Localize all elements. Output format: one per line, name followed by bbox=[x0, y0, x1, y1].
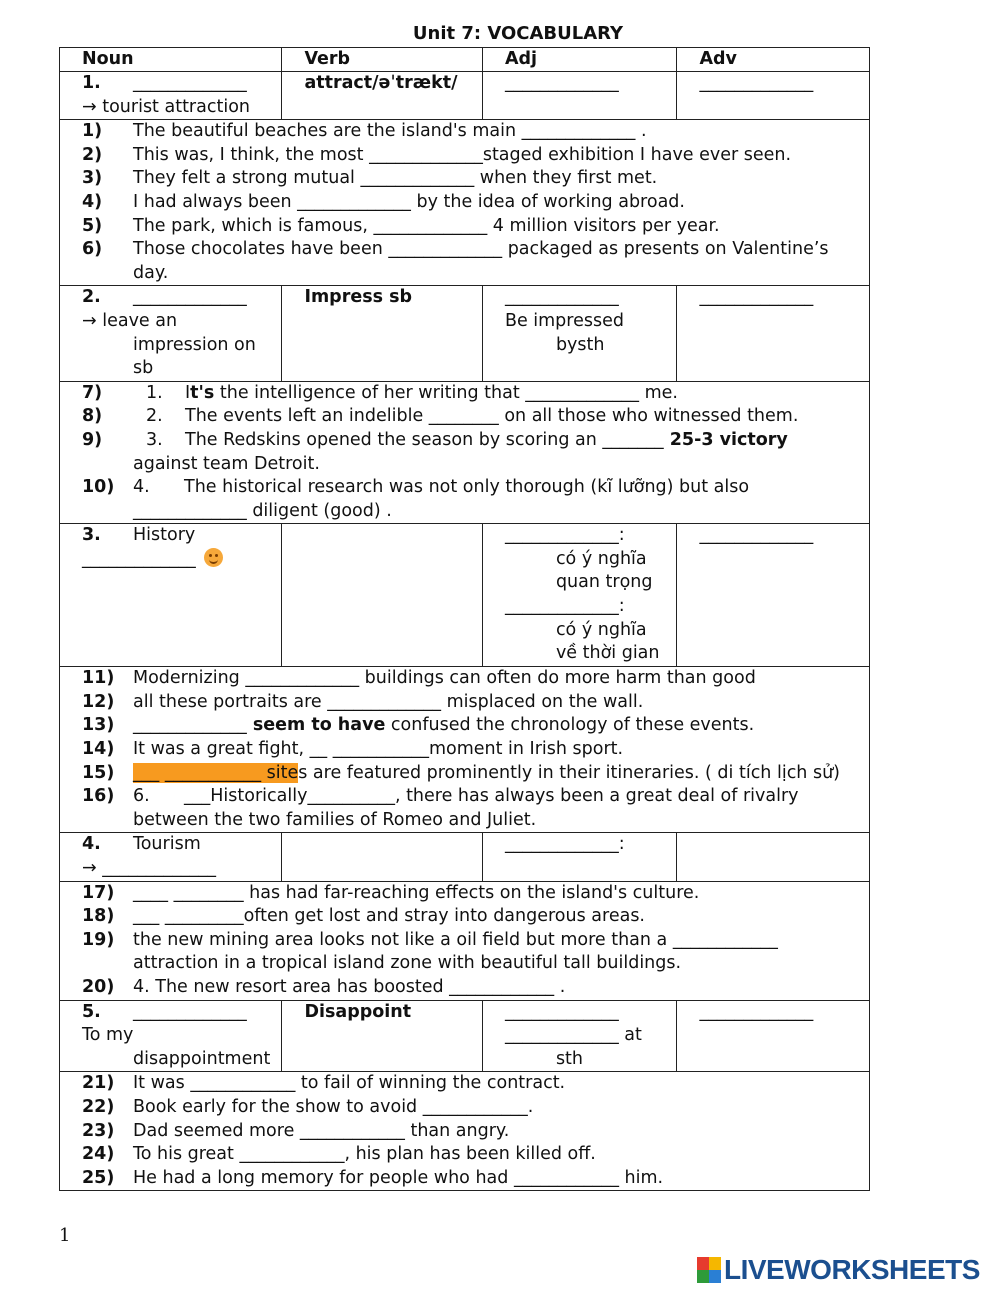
answer-blank[interactable]: ____________ bbox=[299, 1120, 405, 1141]
sentence-text: The park, which is famous, bbox=[133, 215, 374, 236]
noun-cell bbox=[60, 72, 281, 119]
adj-blank[interactable]: _____________ bbox=[504, 596, 619, 617]
sentence-group-4 bbox=[60, 881, 869, 1000]
list-item bbox=[82, 382, 869, 406]
answer-blank[interactable]: _____________ bbox=[360, 168, 475, 189]
word-number: 2. bbox=[82, 287, 101, 308]
sentence-text: He had a long memory for people who had bbox=[133, 1167, 514, 1188]
list-item bbox=[82, 1143, 869, 1167]
adj-meaning: về thời gian bbox=[555, 643, 660, 664]
liveworksheets-logo bbox=[697, 1254, 980, 1286]
list-item bbox=[82, 215, 869, 239]
adj-note: sth bbox=[555, 1048, 584, 1069]
colon: : bbox=[618, 834, 625, 855]
noun-cell bbox=[60, 833, 281, 880]
item-number: 25) bbox=[82, 1167, 115, 1188]
sentence-text: ___ _________often get lost and stray into dangerous areas. bbox=[133, 906, 645, 927]
item-number: 20) bbox=[82, 977, 115, 997]
verb-cell: Impress sb bbox=[281, 286, 482, 380]
sub-number: 6. bbox=[133, 786, 150, 807]
noun-note: → leave an bbox=[82, 310, 178, 331]
sentence-text: Modernizing bbox=[133, 668, 246, 689]
sentence-text: me. bbox=[639, 382, 678, 403]
list-item bbox=[82, 144, 869, 168]
sentence-text: . bbox=[554, 977, 566, 997]
sentence-continuation bbox=[82, 500, 869, 524]
adj-blank[interactable]: _____________ bbox=[504, 1025, 619, 1046]
sentence-group-1 bbox=[60, 119, 869, 285]
list-item bbox=[82, 238, 869, 262]
sentence-text: packaged as presents on Valentine’s bbox=[502, 239, 829, 260]
item-number: 14) bbox=[82, 739, 115, 760]
list-item bbox=[82, 714, 869, 738]
sentence-text: I bbox=[185, 382, 191, 403]
answer-blank[interactable]: _____________ bbox=[297, 191, 411, 212]
answer-blank[interactable]: _____________ bbox=[133, 715, 247, 736]
sentence-text: than angry. bbox=[404, 1120, 510, 1141]
item-number: 19) bbox=[82, 929, 115, 950]
sentence-text: 4. The new resort area has boosted bbox=[133, 977, 450, 997]
sentence-continuation: against team Detroit. bbox=[133, 453, 320, 474]
item-number: 3) bbox=[82, 168, 103, 189]
adv-blank[interactable]: _____________ bbox=[676, 286, 869, 380]
list-item bbox=[82, 882, 869, 906]
header-noun: Noun bbox=[82, 49, 134, 69]
logo-block bbox=[697, 1270, 709, 1283]
item-number: 15) bbox=[82, 762, 115, 783]
sub-number: 4. bbox=[133, 477, 150, 498]
adv-blank[interactable]: _____________ bbox=[676, 1001, 869, 1072]
sentence-text: The events left an indelible bbox=[185, 406, 429, 427]
logo-block bbox=[697, 1257, 709, 1270]
item-number: 10) bbox=[82, 477, 115, 498]
item-number: 9) bbox=[82, 429, 103, 450]
list-item bbox=[82, 191, 869, 215]
sentence-group-5 bbox=[60, 1071, 869, 1190]
adv-blank[interactable]: _____________ bbox=[676, 72, 869, 119]
word-row-attract bbox=[60, 71, 869, 119]
bold-text: seem to have bbox=[246, 715, 386, 736]
noun-cell bbox=[60, 524, 281, 666]
item-number: 6) bbox=[82, 239, 103, 260]
answer-blank[interactable]: _______ bbox=[602, 429, 664, 450]
list-item bbox=[82, 1096, 869, 1120]
sub-number: 1. bbox=[146, 382, 163, 403]
sentence-text: This was, I think, the most bbox=[133, 144, 370, 165]
sentence-text: all these portraits are bbox=[133, 691, 328, 712]
noun-note: sb bbox=[133, 358, 154, 379]
list-item bbox=[82, 667, 869, 691]
colon: : bbox=[618, 525, 625, 546]
adj-note: Be impressed bbox=[504, 310, 624, 331]
sentence-text: The Redskins opened the season by scoring an bbox=[185, 429, 603, 450]
sentence-text: s are featured prominently in their itineraries. ( di tích lịch sử) bbox=[298, 762, 840, 783]
sentence-text: . bbox=[635, 121, 647, 142]
list-item bbox=[82, 905, 869, 929]
item-number: 5) bbox=[82, 215, 103, 236]
sentence-text: Those chocolates have been bbox=[133, 239, 389, 260]
answer-blank[interactable]: ________ bbox=[428, 406, 499, 427]
adj-blank[interactable]: _____________ bbox=[504, 525, 619, 546]
sentence-text: the new mining area looks not like a oil field but more than a bbox=[133, 929, 673, 950]
sentence-text: The beautiful beaches are the island's main bbox=[133, 121, 522, 142]
verb-cell: Disappoint bbox=[281, 1001, 482, 1072]
sub-number: 3. bbox=[146, 429, 163, 450]
noun-word: History bbox=[133, 525, 196, 546]
adj-cell bbox=[482, 833, 677, 880]
adj-cell bbox=[482, 524, 677, 666]
adj-meaning: quan trọng bbox=[555, 572, 653, 593]
word-number: 1. bbox=[82, 73, 101, 93]
colon: : bbox=[618, 596, 625, 617]
answer-blank[interactable]: ____________ bbox=[672, 929, 778, 950]
sentence-text: , his plan has been killed off. bbox=[344, 1144, 596, 1165]
logo-text: LIVEWORKSHEETS bbox=[724, 1254, 980, 1285]
word-row-impress bbox=[60, 285, 869, 380]
answer-blank[interactable]: _____________ bbox=[327, 691, 441, 712]
item-number: 4) bbox=[82, 191, 103, 212]
adj-blank[interactable]: _____________ bbox=[504, 1001, 619, 1022]
sentence-text: ____ ________ has had far-reaching effects on the island's culture. bbox=[133, 882, 700, 903]
list-item bbox=[82, 691, 869, 715]
verb-cell-empty bbox=[281, 833, 482, 880]
list-item bbox=[82, 1072, 869, 1096]
sentence-text: . bbox=[527, 1096, 534, 1117]
header-adv: Adv bbox=[676, 48, 869, 71]
sentence-continuation: between the two families of Romeo and Juliet. bbox=[133, 809, 537, 830]
sentence-text: ___Historically__________, there has always been a great deal of rivalry bbox=[184, 786, 799, 807]
sentence-text: buildings can often do more harm than good bbox=[359, 668, 756, 689]
sentence-text: moment in Irish sport. bbox=[428, 739, 624, 760]
sentence-continuation: attraction in a tropical island zone with beautiful tall buildings. bbox=[133, 953, 682, 974]
noun-word: Tourism bbox=[133, 834, 201, 855]
item-number: 16) bbox=[82, 786, 115, 807]
item-number: 7) bbox=[82, 382, 103, 403]
word-row-history bbox=[60, 523, 869, 666]
sentence-text: to fail of winning the contract. bbox=[295, 1073, 566, 1094]
answer-blank[interactable]: ____________ bbox=[190, 1073, 296, 1094]
noun-blank[interactable]: _____________ bbox=[102, 858, 216, 879]
sentence-text: misplaced on the wall. bbox=[441, 691, 644, 712]
adj-blank[interactable]: _____________ bbox=[504, 834, 619, 855]
list-item bbox=[82, 120, 869, 144]
list-item bbox=[82, 167, 869, 191]
noun-blank[interactable]: _____________ bbox=[133, 1001, 247, 1022]
sentence-text: him. bbox=[618, 1167, 664, 1188]
sentence-text: the intelligence of her writing that bbox=[214, 382, 526, 403]
bold-text: t's bbox=[190, 382, 215, 403]
verb-cell-empty bbox=[281, 524, 482, 666]
list-item bbox=[82, 785, 869, 809]
answer-blank[interactable]: _____________ bbox=[525, 382, 639, 403]
logo-icon bbox=[697, 1257, 721, 1283]
item-number: 12) bbox=[82, 691, 115, 712]
page-title: Unit 7: VOCABULARY bbox=[412, 23, 624, 44]
noun-blank[interactable]: _____________ bbox=[133, 73, 247, 93]
answer-blank[interactable]: ____________ bbox=[449, 977, 555, 997]
item-number: 21) bbox=[82, 1073, 115, 1094]
answer-blank[interactable]: _____________ bbox=[133, 500, 247, 521]
noun-note: To my bbox=[82, 1025, 134, 1046]
sentence-text: confused the chronology of these events. bbox=[385, 715, 755, 736]
logo-block bbox=[709, 1270, 721, 1283]
item-number: 24) bbox=[82, 1144, 115, 1165]
word-number: 5. bbox=[82, 1001, 101, 1022]
list-item bbox=[82, 1120, 869, 1144]
word-row-disappoint bbox=[60, 1000, 869, 1072]
item-number: 11) bbox=[82, 668, 115, 689]
adv-blank[interactable]: _____________ bbox=[676, 524, 869, 666]
sentence-text: 4 million visitors per year. bbox=[487, 215, 720, 236]
adj-cell bbox=[482, 286, 677, 380]
list-item bbox=[82, 429, 869, 453]
word-row-tourism bbox=[60, 832, 869, 880]
item-number: 23) bbox=[82, 1120, 115, 1141]
adv-cell-empty bbox=[676, 833, 869, 880]
sentence-text: It was a great fight, __ bbox=[133, 739, 333, 760]
highlighted-answer[interactable]: ___ ___________ site bbox=[133, 762, 299, 783]
sentence-text: They felt a strong mutual bbox=[133, 168, 361, 189]
sentence-group-3 bbox=[60, 666, 869, 832]
sentence-text: To his great bbox=[133, 1144, 240, 1165]
list-item bbox=[82, 762, 869, 786]
verb-cell: attract/əˈtrækt/ bbox=[281, 72, 482, 119]
table-header-row bbox=[60, 48, 869, 71]
item-number: 22) bbox=[82, 1096, 115, 1117]
item-number: 1) bbox=[82, 121, 103, 142]
item-number: 18) bbox=[82, 906, 115, 927]
word-number: 4. bbox=[82, 834, 101, 855]
sentence-text: I had always been bbox=[133, 191, 298, 212]
item-number: 13) bbox=[82, 715, 115, 736]
noun-cell bbox=[60, 286, 281, 380]
list-item bbox=[82, 1167, 869, 1191]
adj-meaning: có ý nghĩa bbox=[555, 619, 647, 640]
word-number: 3. bbox=[82, 525, 101, 546]
list-item bbox=[82, 976, 869, 1000]
adj-note: at bbox=[618, 1025, 642, 1046]
adj-meaning: có ý nghĩa bbox=[555, 548, 647, 569]
header-adj: Adj bbox=[482, 48, 677, 71]
answer-blank[interactable]: _____________ bbox=[369, 144, 483, 165]
list-item bbox=[82, 929, 869, 953]
answer-blank[interactable]: ____________ bbox=[422, 1096, 528, 1117]
list-item bbox=[82, 405, 869, 429]
page-number: 1 bbox=[59, 1225, 71, 1246]
noun-note: impression on bbox=[133, 334, 256, 355]
sub-number: 2. bbox=[146, 406, 163, 427]
noun-cell bbox=[60, 1001, 281, 1072]
list-item bbox=[82, 476, 869, 500]
sentence-text: Book early for the show to avoid bbox=[133, 1096, 423, 1117]
answer-blank[interactable]: ____________ bbox=[513, 1167, 619, 1188]
noun-note: → tourist attraction bbox=[82, 96, 250, 117]
sentence-group-2 bbox=[60, 381, 869, 524]
sentence-continuation: day. bbox=[133, 262, 169, 283]
answer-blank[interactable]: _____________ bbox=[245, 668, 360, 689]
sentence-text: by the idea of working abroad. bbox=[410, 191, 685, 212]
sentence-text: on all those who witnessed them. bbox=[498, 406, 799, 427]
noun-blank[interactable]: _____________ bbox=[133, 287, 247, 308]
bold-text: 25-3 victory bbox=[663, 429, 788, 450]
item-number: 2) bbox=[82, 144, 103, 165]
item-number: 17) bbox=[82, 882, 115, 903]
arrow-icon: → bbox=[82, 858, 103, 879]
header-verb: Verb bbox=[281, 48, 482, 71]
item-number: 8) bbox=[82, 406, 103, 427]
adj-blank[interactable]: _____________ bbox=[504, 287, 619, 308]
sentence-text: staged exhibition I have ever seen. bbox=[482, 144, 792, 165]
sentence-text: Dad seemed more bbox=[133, 1120, 300, 1141]
noun-note: disappointment bbox=[133, 1048, 271, 1069]
answer-blank[interactable]: _____________ bbox=[388, 239, 503, 260]
noun-blank[interactable]: _____________ bbox=[82, 548, 196, 569]
sentence-text: The historical research was not only thorough (kĩ lưỡng) but also bbox=[184, 477, 750, 498]
sentence-text: diligent (good) . bbox=[246, 500, 392, 521]
answer-blank[interactable]: ____________ bbox=[239, 1144, 345, 1165]
vocabulary-table bbox=[59, 47, 870, 1191]
adj-cell bbox=[482, 1001, 677, 1072]
sentence-text: It was bbox=[133, 1073, 191, 1094]
list-item bbox=[82, 738, 869, 762]
smiley-icon bbox=[204, 548, 223, 567]
sentence-text: when they first met. bbox=[474, 168, 658, 189]
answer-blank[interactable]: _____________ bbox=[373, 215, 488, 236]
logo-block bbox=[709, 1257, 721, 1270]
adj-blank[interactable]: _____________ bbox=[482, 72, 677, 119]
answer-blank[interactable]: _____________ bbox=[521, 121, 636, 142]
answer-blank[interactable]: ___________ bbox=[332, 739, 429, 760]
adj-note: bysth bbox=[555, 334, 605, 355]
